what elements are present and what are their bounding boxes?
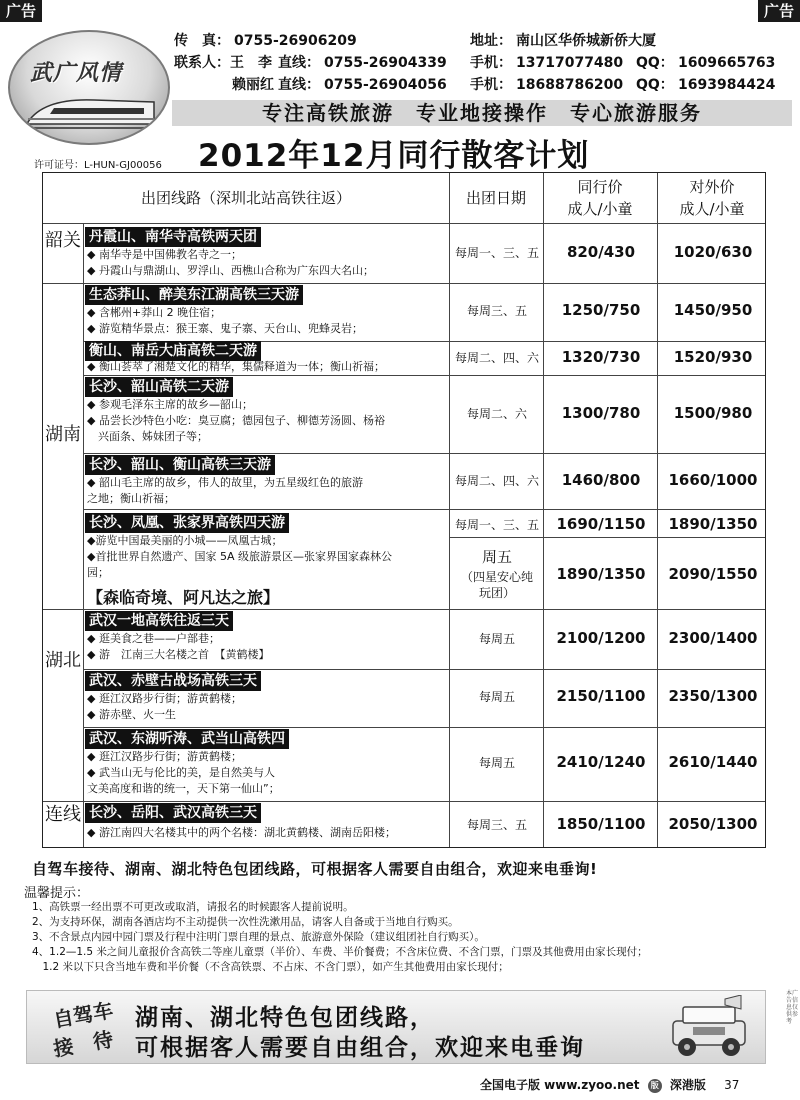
promo-banner [26, 990, 766, 1064]
mobile1-label: 手机： [470, 55, 512, 71]
header-peer-price: 同行价 [577, 178, 623, 196]
region-shaoguan: 韶关 [45, 230, 81, 251]
peer-price: 2100/1200 [556, 629, 646, 647]
brand-name: 武广风情 [30, 61, 123, 86]
train-icon [24, 92, 160, 132]
tips-list [32, 900, 782, 975]
region-combined: 连线 [45, 804, 81, 825]
public-price: 1520/930 [673, 348, 753, 366]
route-dates: 每周一、三、五 [454, 518, 539, 532]
page-title: 2012年12月同行散客计划 [198, 138, 590, 174]
selfdrive-badge: 自驾车 接 待 [51, 997, 115, 1062]
direct1-label: 直线： [278, 55, 320, 71]
address-label: 地址： [470, 33, 512, 49]
route-dates: 每周五 [478, 632, 515, 646]
fax-number: 0755-26906209 [234, 33, 357, 49]
public-price: 1890/1350 [668, 515, 758, 533]
route-title: 长沙、韶山高铁二天游 [85, 377, 233, 397]
address: 南山区华侨城新侨大厦 [516, 33, 656, 49]
route-dates: 每周二、四、六 [454, 474, 539, 488]
peer-price: 1890/1350 [556, 565, 646, 583]
route-desc: ◆ 逛美食之巷——户部巷； ◆ 游 江南三大名楼之首 【黄鹤楼】 [87, 632, 270, 661]
page-footer [480, 1076, 780, 1093]
mobile2-label: 手机： [470, 77, 512, 93]
peer-price: 1250/750 [561, 301, 641, 319]
special-tour-title: 【森临奇境、阿凡达之旅】 [87, 588, 280, 607]
tip-item: 1.2 米以下只含当地车费和半价餐（不含高铁票、不占床、不含门票），如产生其他费用由家长现付； [32, 961, 509, 973]
contact-block [174, 30, 794, 96]
public-price: 2090/1550 [668, 565, 758, 583]
license-number: 许可证号：L-HUN-GJ00056 [34, 160, 162, 171]
region-hunan: 湖南 [45, 424, 81, 445]
public-price: 1020/630 [673, 243, 753, 261]
special-dates: 周五 [481, 548, 512, 566]
tip-item: 2、为支持环保，湖南各酒店均不主动提供一次性洗漱用品，请客人自备或于当地自行购买。 [32, 916, 459, 928]
contact2-label: 赖丽红 [232, 77, 274, 93]
tip-item: 1、高铁票一经出票不可更改或取消，请报名的时候跟客人提前说明。 [32, 901, 354, 913]
public-price: 2300/1400 [668, 629, 758, 647]
side-note: 本广告信息仅供参考 [786, 990, 799, 1025]
route-dates: 每周一、三、五 [454, 246, 539, 260]
page-number: 37 [724, 1078, 740, 1092]
public-price: 2050/1300 [668, 815, 758, 833]
route-dates: 每周三、五 [466, 304, 527, 318]
route-desc: ◆ 逛江汉路步行街；游黄鹤楼； ◆ 武当山无与伦比的美，是自然美与人 文美高度和谐的统一，天下第一仙山”； [87, 750, 280, 795]
ad-label-right: 广告 [758, 0, 800, 22]
public-price: 1450/950 [673, 301, 753, 319]
peer-price: 1850/1100 [556, 815, 646, 833]
edition-icon: 版 [648, 1079, 662, 1093]
footer-edition: 深港版 [669, 1078, 706, 1092]
direct2-label: 直线： [278, 77, 320, 93]
route-desc: ◆ 参观毛泽东主席的故乡—韶山； ◆ 品尝长沙特色小吃：臭豆腐；德园包子、柳德芳汤圆、杨裕 兴面条、姊妹团子等； [87, 398, 385, 443]
header-peer-price-sub: 成人/小童 [567, 200, 633, 218]
route-title: 长沙、韶山、衡山高铁三天游 [85, 455, 275, 475]
route-title: 长沙、岳阳、武汉高铁三天 [85, 803, 261, 823]
banner-line-1: 湖南、湖北特色包团线路， [135, 1005, 435, 1031]
route-title: 长沙、凤凰、张家界高铁四天游 [85, 513, 289, 533]
header-public-price: 对外价 [689, 178, 735, 196]
fax-label: 传 真： [174, 33, 230, 49]
route-desc: ◆ 韶山毛主席的故乡，伟人的故里，为五星级红色的旅游 之地；衡山祈福； [87, 476, 363, 505]
peer-price: 820/430 [566, 243, 636, 261]
slogan-bar: 专注高铁旅游 专业地接操作 专心旅游服务 [172, 100, 792, 126]
tip-item: 4、1.2—1.5 米之间儿童报价含高铁二等座儿童票（半价）、车费、半价餐费；不含床位费、不含门票，门票及其他费用由家长现付； [32, 946, 648, 958]
peer-price: 1300/780 [561, 404, 641, 422]
public-price: 2350/1300 [668, 687, 758, 705]
route-desc: ◆ 衡山荟萃了湘楚文化的精华，集儒释道为一体；衡山祈福； [87, 360, 385, 373]
mobile1-number: 13717077480 [516, 55, 624, 71]
peer-price: 1320/730 [561, 348, 641, 366]
peer-price: 2410/1240 [556, 753, 646, 771]
route-dates: 每周五 [478, 756, 515, 770]
route-dates: 每周二、四、六 [454, 351, 539, 365]
route-desc: ◆ 游江南四大名楼其中的两个名楼：湖北黄鹤楼、湖南岳阳楼； [87, 826, 396, 839]
peer-price: 1690/1150 [556, 515, 646, 533]
region-hubei: 湖北 [45, 650, 81, 671]
mobile2-number: 18688786200 [516, 77, 624, 93]
direct2-number: 0755-26904056 [324, 77, 447, 93]
banner-line-2: 可根据客人需要自由组合，欢迎来电垂询 [135, 1035, 585, 1061]
direct1-number: 0755-26904339 [324, 55, 447, 71]
qq2-number: 1693984424 [678, 77, 776, 93]
route-dates: 每周三、五 [466, 818, 527, 832]
route-title: 生态莽山、醉美东江湖高铁三天游 [85, 285, 303, 305]
qq1-number: 1609665763 [678, 55, 776, 71]
qq1-label: QQ： [636, 55, 674, 71]
contact1-label: 联系人：王 李 [174, 55, 272, 71]
special-dates-note: 玩团） [478, 586, 515, 600]
header-public-price-sub: 成人/小童 [679, 200, 745, 218]
jeep-icon [665, 995, 753, 1061]
route-desc: ◆ 逛江汉路步行街；游黄鹤楼； ◆ 游赤壁、火一生 [87, 692, 242, 721]
peer-price: 2150/1100 [556, 687, 646, 705]
public-price: 1500/980 [673, 404, 753, 422]
route-title: 衡山、南岳大庙高铁二天游 [85, 341, 261, 361]
peer-price: 1460/800 [561, 471, 641, 489]
brand-logo [8, 30, 170, 145]
qq2-label: QQ： [636, 77, 674, 93]
public-price: 1660/1000 [668, 471, 758, 489]
route-desc: ◆ 含郴州+莽山 2 晚住宿； ◆ 游览精华景点：猴王寨、鬼子寨、天台山、兜蜂灵岩； [87, 306, 363, 335]
footer-site: 全国电子版 www.zyoo.net [480, 1078, 640, 1092]
header-route: 出团线路（深圳北站高铁往返） [140, 189, 351, 207]
ad-label-left: 广告 [0, 0, 42, 22]
route-title: 丹霞山、南华寺高铁两天团 [85, 227, 261, 247]
special-dates-note: （四星安心纯 [460, 570, 533, 584]
selfdrive-notice: 自驾车接待、湖南、湖北特色包团线路，可根据客人需要自由组合，欢迎来电垂询! [32, 860, 598, 878]
header-dates: 出团日期 [465, 189, 526, 207]
route-title: 武汉、东湖听涛、武当山高铁四 [85, 729, 289, 749]
route-dates: 每周五 [478, 690, 515, 704]
route-desc: ◆ 南华寺是中国佛教名寺之一； ◆ 丹霞山与鼎湖山、罗浮山、西樵山合称为广东四大名山； [87, 248, 374, 277]
route-title: 武汉、赤壁古战场高铁三天 [85, 671, 261, 691]
route-dates: 每周二、六 [466, 407, 527, 421]
tips-heading: 温馨提示： [24, 886, 90, 901]
public-price: 2610/1440 [668, 753, 758, 771]
tip-item: 3、不含景点内园中园门票及行程中注明门票自理的景点、旅游意外保险（建议组团社自行购买）。 [32, 931, 485, 943]
route-title: 武汉一地高铁往返三天 [85, 611, 233, 631]
price-table [42, 172, 766, 848]
route-desc: ◆游览中国最美丽的小城——凤凰古城； ◆首批世界自然遗产、国家 5A 级旅游景区—张家界国家森林公 园； [87, 534, 392, 579]
